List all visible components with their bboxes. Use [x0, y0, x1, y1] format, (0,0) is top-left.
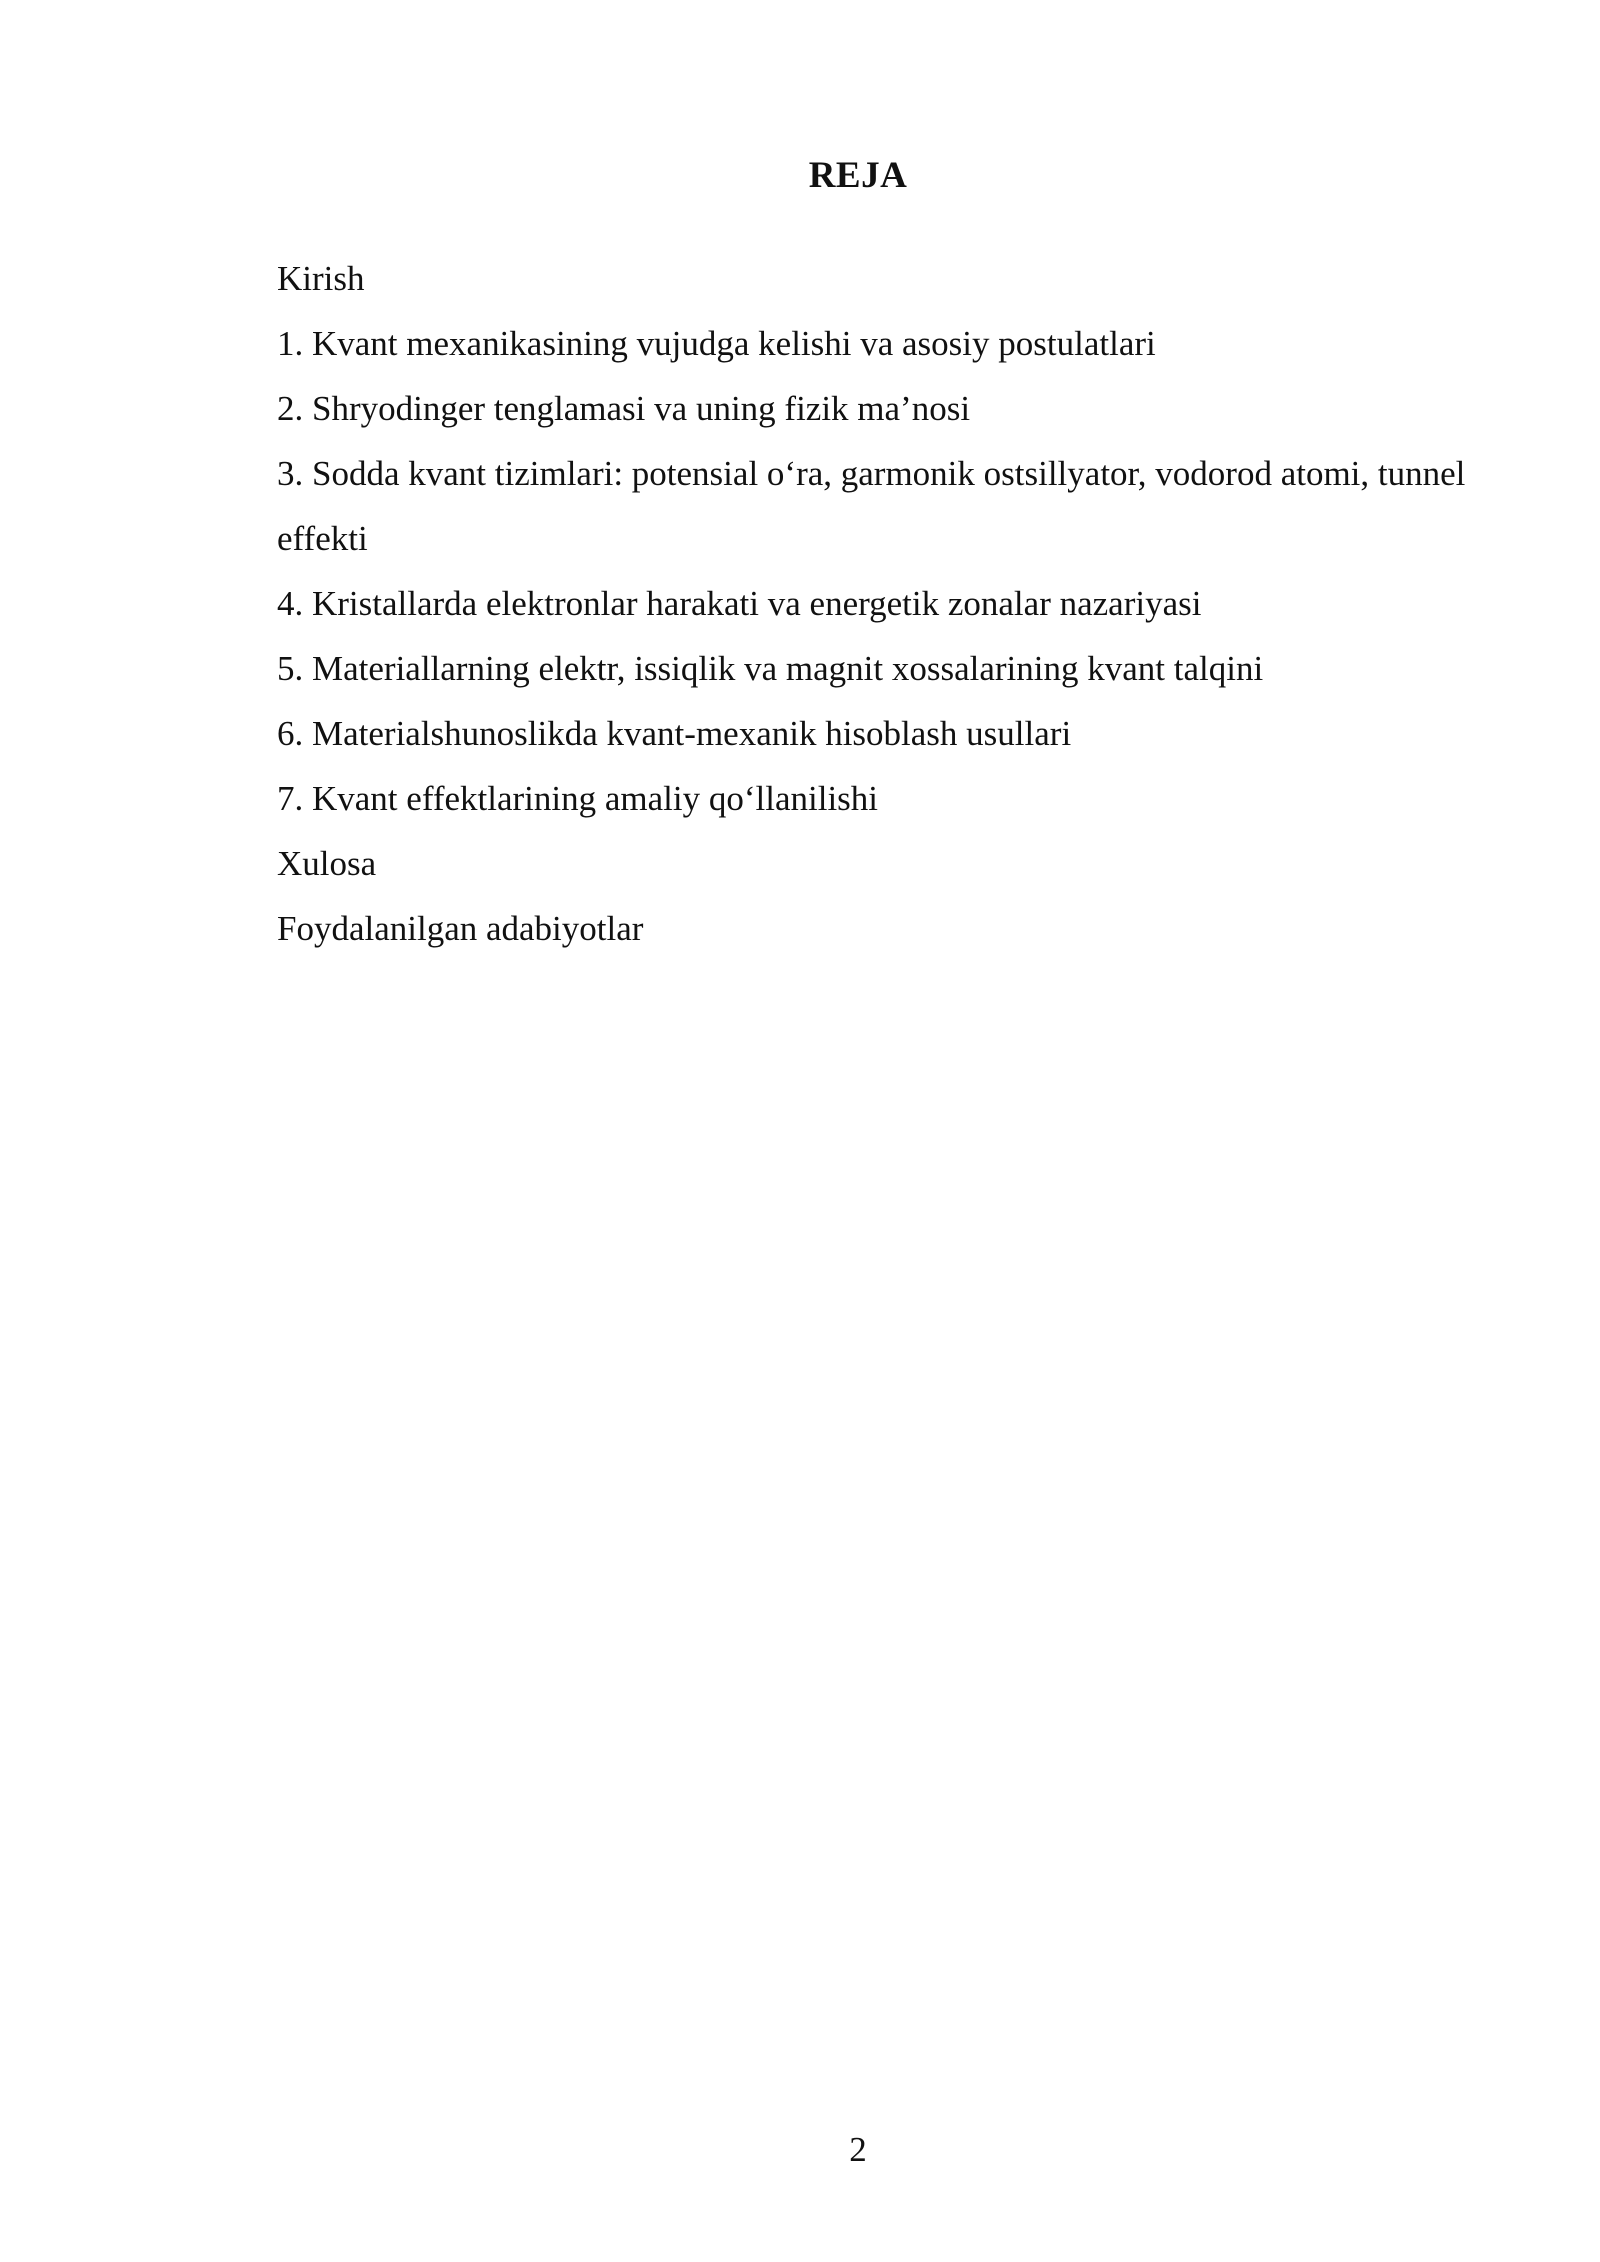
- plan-item-3: 3. Sodda kvant tizimlari: potensial o‘ra, garmonik ostsillyator, vodorod atomi, tunnel effekti: [277, 454, 1466, 558]
- plan-item-1: 1. Kvant mexanikasining vujudga kelishi va asosiy postulatlari: [277, 324, 1156, 363]
- page-number: 2: [849, 2130, 867, 2169]
- plan-item-references: Foydalanilgan adabiyotlar: [277, 909, 644, 948]
- page-title: REJA: [808, 155, 908, 196]
- plan-item-6: 6. Materialshunoslikda kvant-mexanik hisoblash usullari: [277, 714, 1072, 753]
- plan-item-7: 7. Kvant effektlarining amaliy qo‘llanilishi: [277, 779, 879, 818]
- plan-item-2: 2. Shryodinger tenglamasi va uning fizik ma’nosi: [277, 389, 971, 428]
- plan-item-introduction: Kirish: [277, 259, 365, 298]
- plan-item-4: 4. Kristallarda elektronlar harakati va energetik zonalar nazariyasi: [277, 584, 1202, 623]
- plan-list: [277, 246, 1477, 961]
- plan-item-conclusion: Xulosa: [277, 844, 377, 883]
- plan-item-5: 5. Materiallarning elektr, issiqlik va magnit xossalarining kvant talqini: [277, 649, 1264, 688]
